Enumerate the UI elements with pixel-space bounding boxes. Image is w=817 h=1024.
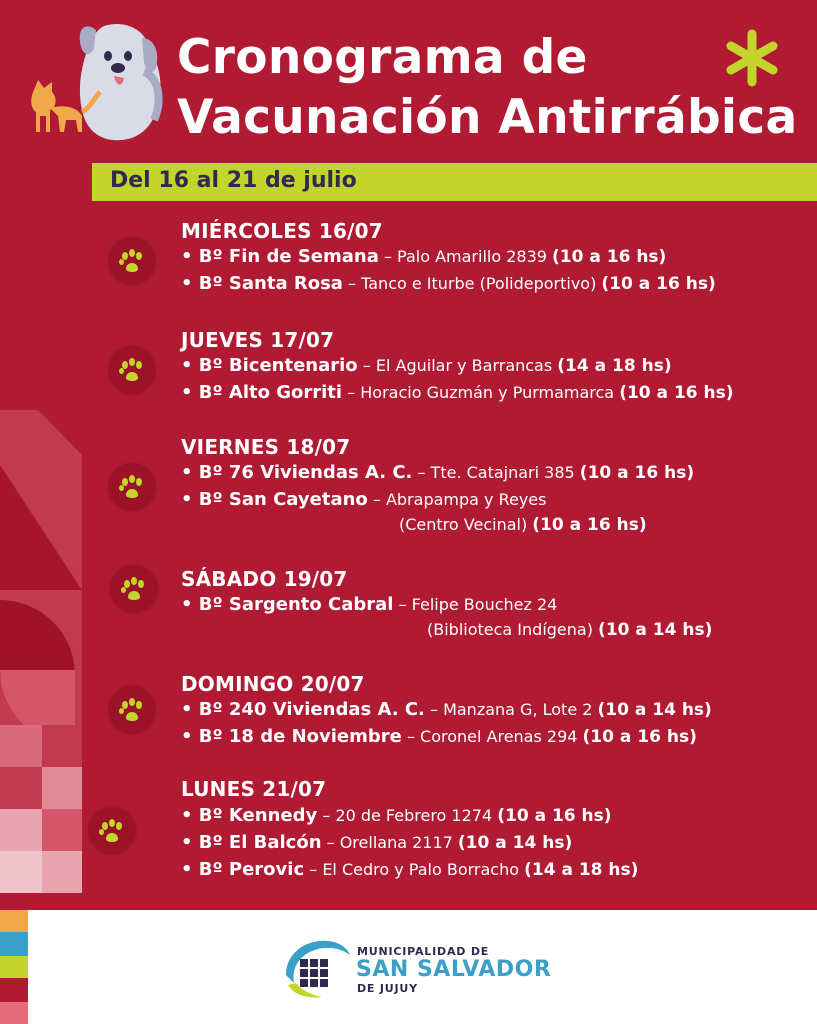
location-hours: (10 a 16 hs) xyxy=(579,463,695,483)
location-address: – El Aguilar y Barrancas xyxy=(357,356,558,375)
location-name: • Bº Perovic xyxy=(181,859,305,880)
location-entry-continued xyxy=(427,620,712,640)
location-entry xyxy=(181,726,697,747)
location-address: – Palo Amarillo 2839 xyxy=(378,247,553,266)
location-hours: (10 a 16 hs) xyxy=(532,515,647,535)
day-title: MIÉRCOLES 16/07 xyxy=(181,219,383,243)
location-entry xyxy=(181,462,694,483)
location-entry xyxy=(181,273,716,294)
location-name: • Bº San Cayetano xyxy=(181,489,368,510)
location-hours: (10 a 16 hs) xyxy=(497,806,612,826)
location-name: • Bº 240 Viviendas A. C. xyxy=(181,699,425,720)
title-line-2: Vacunación Antirrábica xyxy=(177,90,798,145)
location-hours: (14 a 18 hs) xyxy=(557,356,672,376)
paw-icon xyxy=(108,686,156,734)
pets-illustration xyxy=(26,12,166,142)
location-address: – Horacio Guzmán y Purmamarca xyxy=(342,383,620,402)
location-hours: (10 a 16 hs) xyxy=(552,247,667,267)
location-address: – Manzana G, Lote 2 xyxy=(424,700,598,719)
paw-icon xyxy=(108,346,156,394)
location-address: – Tte. Catajnari 385 xyxy=(412,463,580,482)
day-title: SÁBADO 19/07 xyxy=(181,567,348,591)
location-hours: (10 a 14 hs) xyxy=(457,833,573,853)
location-address: – El Cedro y Palo Borracho xyxy=(304,860,525,879)
logo-text-jujuy: DE JUJUY xyxy=(357,982,418,995)
day-title: JUEVES 17/07 xyxy=(181,328,335,352)
location-address: – Orellana 2117 xyxy=(321,833,458,852)
location-entry xyxy=(181,246,666,267)
location-hours: (10 a 14 hs) xyxy=(598,620,713,640)
location-entry-continued xyxy=(399,515,647,535)
location-name: • Bº 76 Viviendas A. C. xyxy=(181,462,413,483)
location-entry xyxy=(181,859,638,880)
location-hours: (10 a 16 hs) xyxy=(601,274,716,294)
municipality-logo-icon xyxy=(282,935,352,1001)
location-entry xyxy=(181,594,557,615)
location-hours: (10 a 16 hs) xyxy=(582,727,697,747)
paw-icon xyxy=(88,807,136,855)
day-title: DOMINGO 20/07 xyxy=(181,672,365,696)
logo-text-san-salvador: SAN SALVADOR xyxy=(356,957,552,982)
location-entry xyxy=(181,382,734,403)
location-entry xyxy=(181,699,712,720)
location-entry xyxy=(181,355,672,376)
location-name: • Bº Fin de Semana xyxy=(181,246,379,267)
location-entry xyxy=(181,832,572,853)
location-name: • Bº 18 de Noviembre xyxy=(181,726,402,747)
location-hours: (14 a 18 hs) xyxy=(524,860,639,880)
asterisk-icon xyxy=(722,28,782,88)
location-address: – Felipe Bouchez 24 xyxy=(393,595,558,614)
location-hours: (10 a 16 hs) xyxy=(619,383,734,403)
day-title: LUNES 21/07 xyxy=(181,777,327,801)
paw-icon xyxy=(108,463,156,511)
date-range: Del 16 al 21 de julio xyxy=(110,168,357,193)
footer-corner-decoration xyxy=(0,910,28,1024)
location-name: • Bº Santa Rosa xyxy=(181,273,343,294)
geometric-decoration xyxy=(0,405,90,910)
location-address: (Biblioteca Indígena) xyxy=(427,620,599,639)
location-address: (Centro Vecinal) xyxy=(399,515,533,534)
paw-icon xyxy=(110,565,158,613)
location-name: • Bº Bicentenario xyxy=(181,355,358,376)
location-name: • Bº El Balcón xyxy=(181,832,322,853)
location-address: – Coronel Arenas 294 xyxy=(401,727,583,746)
location-hours: (10 a 14 hs) xyxy=(597,700,712,720)
location-address: – Tanco e Iturbe (Polideportivo) xyxy=(342,274,602,293)
day-title: VIERNES 18/07 xyxy=(181,435,351,459)
title-line-1: Cronograma de xyxy=(177,30,588,85)
paw-icon xyxy=(108,237,156,285)
location-name: • Bº Kennedy xyxy=(181,805,318,826)
location-address: – Abrapampa y Reyes xyxy=(367,490,547,509)
location-name: • Bº Alto Gorriti xyxy=(181,382,343,403)
logo-text-municipalidad: MUNICIPALIDAD DE xyxy=(357,945,490,958)
location-name: • Bº Sargento Cabral xyxy=(181,594,394,615)
location-entry xyxy=(181,805,612,826)
location-address: – 20 de Febrero 1274 xyxy=(317,806,498,825)
location-entry xyxy=(181,489,546,510)
